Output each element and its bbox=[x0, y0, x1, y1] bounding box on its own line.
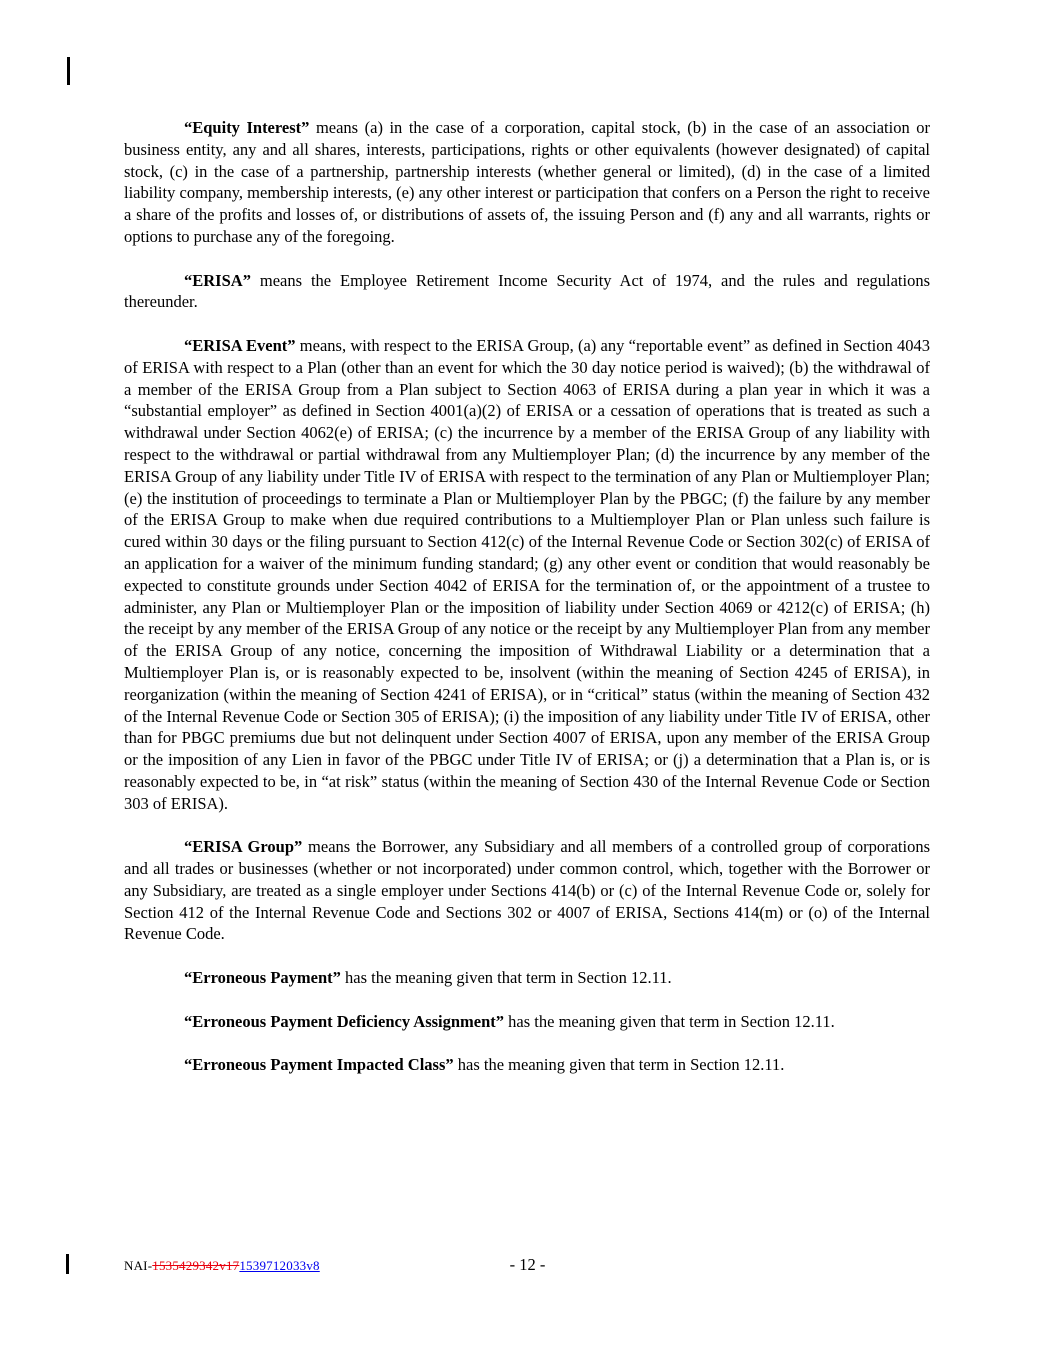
page-number: - 12 - bbox=[509, 1255, 546, 1274]
definition-text: means (a) in the case of a corporation, capital stock, (b) in the case of an association or business entity, any and all shares, interests, participations, rights or other equivalents (however designated) of capital stock, (c) in the case of a partnership, partnership interests (whether general or limited), (d) in the case of a limited liability company, membership interests, (e) any other interest or participation that confers on a Person the right to receive a share of the profits and losses of, or distributions of assets of, the issuing Person and (f) any and all warrants, rights or options to purchase any of the foregoing. bbox=[124, 118, 930, 246]
definition-paragraph-erisa-event bbox=[124, 335, 930, 815]
definition-text: means the Borrower, any Subsidiary and all members of a controlled group of corporations and all trades or businesses (whether or not incorporated) under common control, which, together with the Borrower or any Subsidiary, are treated as a single employer under Sections 414(b) or (c) of the Internal Revenue Code or, solely for Section 412 of the Internal Revenue Code and Sections 302 or 4007 of ERISA, Sections 414(m) or (o) of the Internal Revenue Code. bbox=[124, 837, 930, 944]
close-quote: ” bbox=[287, 335, 296, 355]
open-quote: “ bbox=[184, 1055, 193, 1075]
definition-text: has the meaning given that term in Section 12.11. bbox=[453, 1055, 785, 1075]
open-quote: “ bbox=[184, 118, 193, 137]
revision-change-bar-top bbox=[67, 57, 70, 85]
definition-text: has the meaning given that term in Section 12.11. bbox=[340, 968, 672, 988]
page-footer bbox=[0, 1255, 1055, 1285]
open-quote: “ bbox=[184, 968, 193, 988]
defined-term: ERISA bbox=[192, 270, 243, 290]
open-quote: “ bbox=[184, 335, 193, 355]
defined-term: ERISA Event bbox=[192, 335, 288, 355]
close-quote: ” bbox=[242, 270, 251, 290]
definition-paragraph-erroneous-payment bbox=[124, 967, 930, 989]
document-body bbox=[124, 117, 930, 1076]
close-quote: ” bbox=[332, 968, 341, 988]
definition-paragraph-erroneous-payment-deficiency-assignment bbox=[124, 1011, 930, 1033]
document-id-deleted-revision: 1535429342v17 bbox=[152, 1258, 240, 1273]
definition-paragraph-erroneous-payment-impacted-class bbox=[124, 1054, 930, 1076]
definition-text: means the Employee Retirement Income Security Act of 1974, and the rules and regulations thereunder. bbox=[124, 270, 930, 312]
close-quote: ” bbox=[301, 118, 310, 137]
definition-paragraph-erisa bbox=[124, 270, 930, 314]
definition-text: means, with respect to the ERISA Group, (a) any “reportable event” as defined in Section 4043 of ERISA with respect to a Plan (other than an event for which the 30 day notice period is waived); (b) the withdrawal of a member of the ERISA Group from a Plan subject to Section 4063 of ERISA during a plan year in which it was a “substantial employer” as defined in Section 4001(a)(2) of ERISA or a cessation of operations that is treated as such a withdrawal under Section 4062(e) of ERISA; (c) the incurrence by a member of the ERISA Group of any liability with respect to the withdrawal or partial withdrawal from any Multiemployer Plan; (d) the incurrence by any member of the ERISA Group of any liability under Title IV of ERISA with respect to the termination of any Plan or Multiemployer Plan; (e) the institution of proceedings to terminate a Plan or Multiemployer Plan by the PBGC; (f) the failure by any member of the ERISA Group to make when due required contributions to a Multiemployer Plan or Plan unless such failure is cured within 30 days or the filing pursuant to Section 412(c) of the Internal Revenue Code or Section 302(c) of ERISA of an application for a waiver of the minimum funding standard; (g) any other event or condition that would reasonably be expected to constitute grounds under Section 4042 of ERISA for the termination of, or the appointment of a trustee to administer, any Plan or Multiemployer Plan or the imposition of liability under Section 4069 or 4212(c) of ERISA; (h) the receipt by any member of the ERISA Group of any notice or the receipt by any Multiemployer Plan from any member of the ERISA Group of any notice, concerning the imposition of Withdrawal Liability or a determination that a Multiemployer Plan is, or is reasonably expected to be, insolvent (within the meaning of Section 4245 of ERISA), in reorganization (within the meaning of Section 4241 of ERISA), or in “critical” status (within the meaning of Section 432 of the Internal Revenue Code or Section 305 of ERISA); (i) the imposition of any liability under Title IV of ERISA, other than for PBGC premiums due but not delinquent under Section 4007 of ERISA, upon any member of the ERISA Group or the imposition of any Lien in favor of the PBGC under Title IV of ERISA; or (j) a determination that a Plan is, or is reasonably expected to be, in “at risk” status (within the meaning of Section 430 of the Internal Revenue Code or Section 303 of ERISA). bbox=[124, 335, 931, 813]
definition-paragraph-equity-interest bbox=[124, 117, 930, 248]
close-quote: ” bbox=[495, 1011, 505, 1031]
open-quote: “ bbox=[184, 837, 193, 857]
close-quote: ” bbox=[445, 1055, 454, 1075]
close-quote: ” bbox=[294, 837, 303, 857]
open-quote: “ bbox=[184, 1011, 193, 1031]
defined-term: Erroneous Payment bbox=[192, 968, 333, 988]
defined-term: Equity Interest bbox=[192, 118, 302, 137]
definition-text: has the meaning given that term in Section 12.11. bbox=[504, 1011, 835, 1031]
definition-paragraph-erisa-group bbox=[124, 836, 930, 945]
open-quote: “ bbox=[184, 270, 193, 290]
document-id-prefix: NAI- bbox=[124, 1258, 153, 1273]
defined-term: ERISA Group bbox=[192, 837, 295, 857]
defined-term: Erroneous Payment Impacted Class bbox=[192, 1055, 446, 1075]
document-id-inserted-revision: 1539712033v8 bbox=[239, 1258, 320, 1273]
defined-term: Erroneous Payment Deficiency Assignment bbox=[192, 1011, 496, 1031]
